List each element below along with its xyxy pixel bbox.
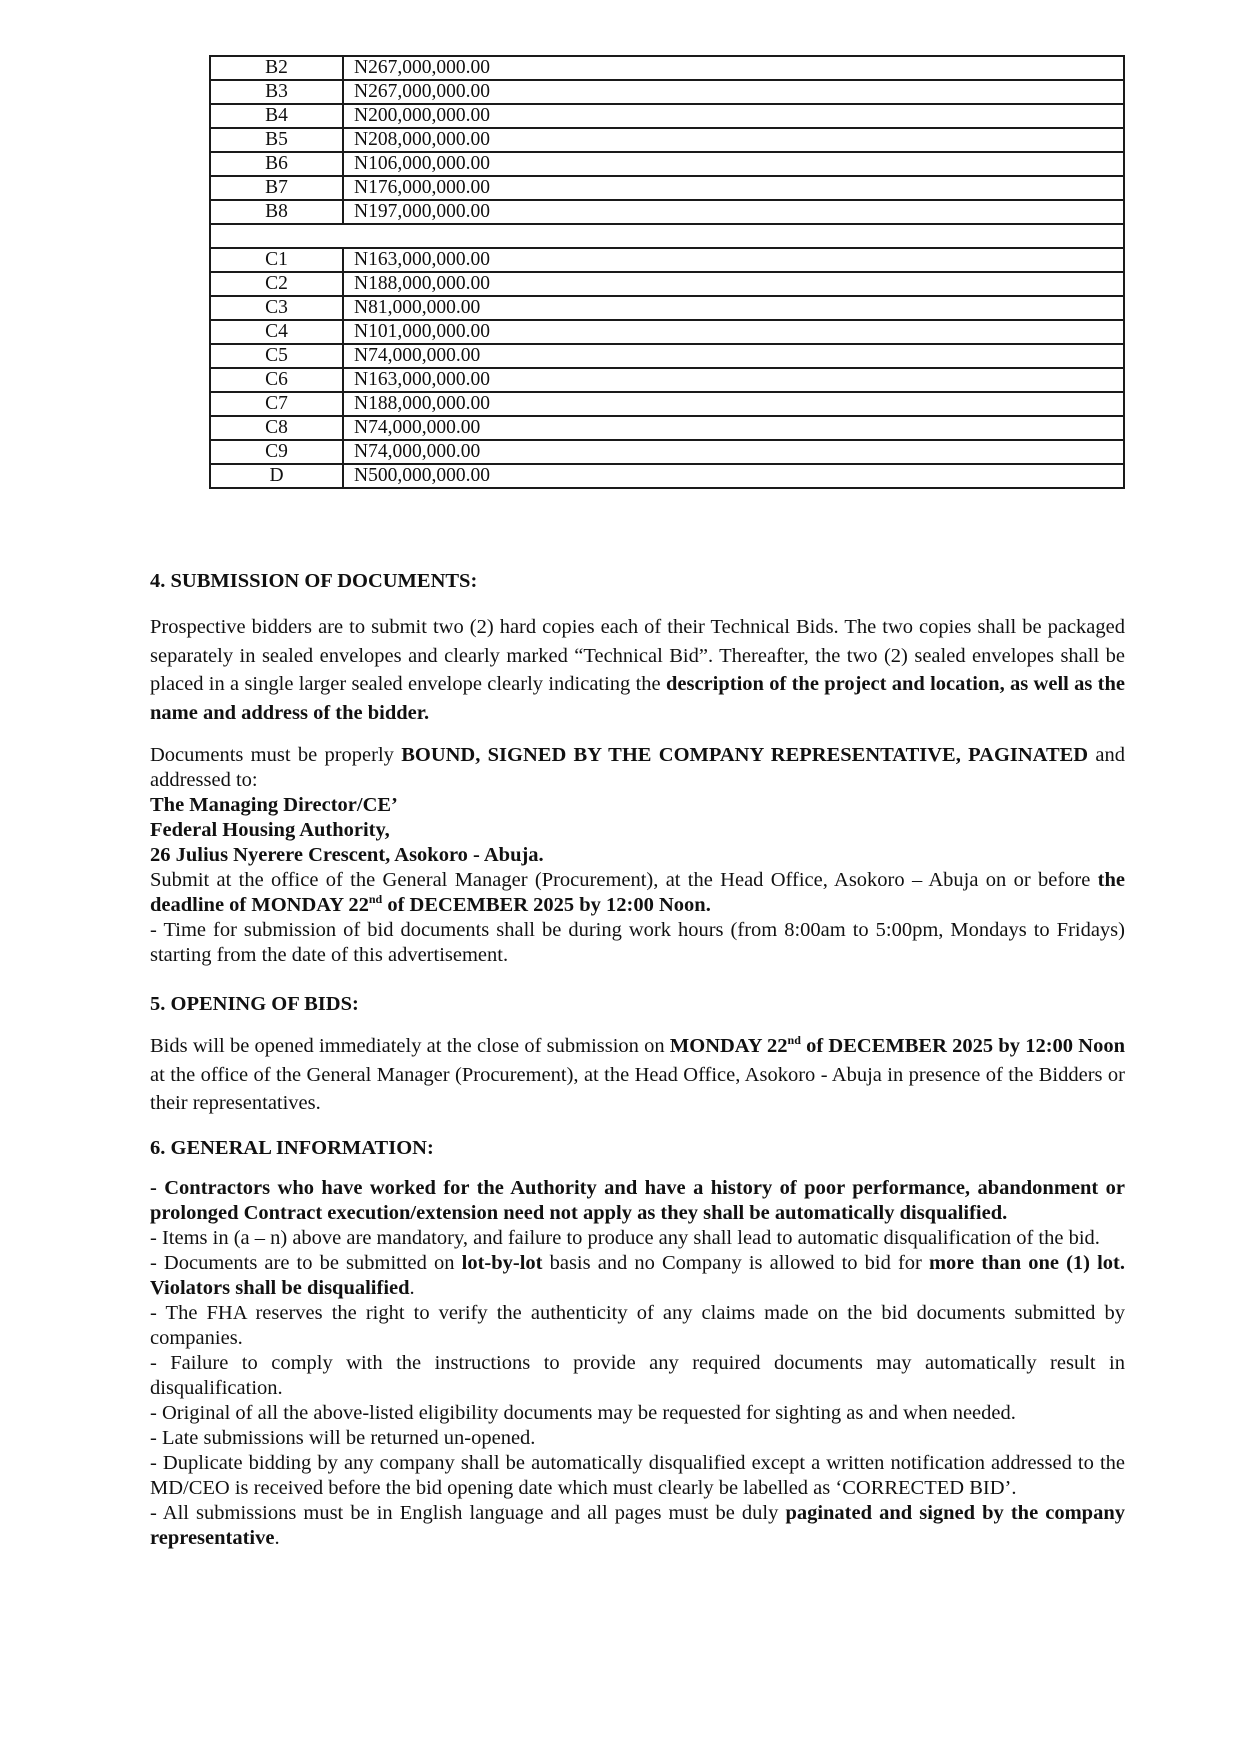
address-line-1: The Managing Director/CE’ [150, 794, 398, 816]
table-row [210, 80, 1124, 104]
section-4-paragraph-2: Documents must be properly BOUND, SIGNED BY THE COMPANY REPRESENTATIVE, PAGINATED and addressed to: [150, 744, 1125, 791]
lot-cell: C7 [210, 392, 343, 416]
address-line-3: 26 Julius Nyerere Crescent, Asokoro - Abuja. [150, 844, 544, 866]
table-row [210, 440, 1124, 464]
address-line-2: Federal Housing Authority, [150, 819, 390, 841]
lot-cell: C4 [210, 320, 343, 344]
amount-cell: N200,000,000.00 [343, 104, 1124, 128]
table-row [210, 224, 1124, 248]
table-row [210, 296, 1124, 320]
section-5-heading: 5. OPENING OF BIDS: [150, 993, 359, 1015]
table-row [210, 368, 1124, 392]
amount-cell: N74,000,000.00 [343, 440, 1124, 464]
table-row [210, 128, 1124, 152]
lot-cell: C5 [210, 344, 343, 368]
lot-cell: B6 [210, 152, 343, 176]
lot-cell: C8 [210, 416, 343, 440]
lot-cell: B7 [210, 176, 343, 200]
general-info-item-8: - Duplicate bidding by any company shall be automatically disqualified except a written notification addressed to the MD/CEO is received before the bid opening date which must clearly be labelled as ‘CORRECTED BID’. [150, 1451, 1125, 1499]
amount-cell: N163,000,000.00 [343, 248, 1124, 272]
lot-cell: B8 [210, 200, 343, 224]
table-row [210, 272, 1124, 296]
table-row [210, 248, 1124, 272]
section-4-paragraph-1: Prospective bidders are to submit two (2) hard copies each of their Technical Bids. The two copies shall be packaged separately in sealed envelopes and clearly marked “Technical Bid”. Thereafter, the two (2) sealed envelopes shall be placed in a single larger sealed envelope clearly indicating the description of the project and location, as well as the name and address of the bidder. [150, 616, 1125, 724]
amount-cell: N81,000,000.00 [343, 296, 1124, 320]
lot-cell: C2 [210, 272, 343, 296]
table-row [210, 200, 1124, 224]
lot-cell: D [210, 464, 343, 488]
general-info-item-1: - Contractors who have worked for the Authority and have a history of poor performance, abandonment or prolonged Contract execution/extension need not apply as they shall be automatically disqualified. [150, 1176, 1125, 1224]
lot-cell: B2 [210, 56, 343, 80]
amount-cell: N500,000,000.00 [343, 464, 1124, 488]
general-info-item-3: - Documents are to be submitted on lot-by-lot basis and no Company is allowed to bid for more than one (1) lot. Violators shall be disqualified. [150, 1251, 1125, 1299]
amount-cell: N74,000,000.00 [343, 416, 1124, 440]
amount-cell: N267,000,000.00 [343, 80, 1124, 104]
lot-cell: C9 [210, 440, 343, 464]
amount-cell: N163,000,000.00 [343, 368, 1124, 392]
table-row [210, 464, 1124, 488]
section-6-heading: 6. GENERAL INFORMATION: [150, 1136, 434, 1159]
amount-cell: N188,000,000.00 [343, 392, 1124, 416]
general-info-item-6: - Original of all the above-listed eligibility documents may be requested for sighting as and when needed. [150, 1401, 1016, 1424]
document-body [150, 565, 1125, 1551]
section-5-paragraph: Bids will be opened immediately at the close of submission on MONDAY 22nd of DECEMBER 2025 by 12:00 Noon at the office of the General Manager (Procurement), at the Head Office, Asokoro - Abuja in presence of the Bidders or their representatives. [150, 1033, 1126, 1114]
submission-deadline: Submit at the office of the General Manager (Procurement), at the Head Office, Asokoro – Abuja on or before the deadline of MONDAY 22nd of DECEMBER 2025 by 12:00 Noon. [150, 869, 1125, 916]
lot-cell: C6 [210, 368, 343, 392]
amount-cell: N188,000,000.00 [343, 272, 1124, 296]
table-row [210, 320, 1124, 344]
amount-cell: N176,000,000.00 [343, 176, 1124, 200]
lot-amount-table [209, 55, 1125, 489]
amount-cell: N101,000,000.00 [343, 320, 1124, 344]
general-info-item-4: - The FHA reserves the right to verify the authenticity of any claims made on the bid documents submitted by companies. [150, 1301, 1125, 1349]
general-info-item-9: - All submissions must be in English language and all pages must be duly paginated and signed by the company representative. [150, 1501, 1125, 1549]
section-4-heading: 4. SUBMISSION OF DOCUMENTS: [150, 570, 478, 592]
amount-cell: N208,000,000.00 [343, 128, 1124, 152]
general-info-item-2: - Items in (a – n) above are mandatory, and failure to produce any shall lead to automatic disqualification of the bid. [150, 1226, 1100, 1249]
table-row [210, 104, 1124, 128]
lot-cell: C3 [210, 296, 343, 320]
lot-cell: B5 [210, 128, 343, 152]
table-row [210, 176, 1124, 200]
general-info-item-5: - Failure to comply with the instructions to provide any required documents may automatically result in disqualification. [150, 1351, 1125, 1399]
submission-time-note: - Time for submission of bid documents shall be during work hours (from 8:00am to 5:00pm, Mondays to Fridays) starting from the date of this advertisement. [150, 919, 1125, 966]
table-row [210, 344, 1124, 368]
table-row [210, 392, 1124, 416]
lot-cell: B4 [210, 104, 343, 128]
amount-cell: N74,000,000.00 [343, 344, 1124, 368]
general-info-item-7: - Late submissions will be returned un-opened. [150, 1426, 536, 1449]
table-row [210, 56, 1124, 80]
table-spacer-cell [210, 224, 1124, 248]
lot-cell: C1 [210, 248, 343, 272]
table-row [210, 416, 1124, 440]
amount-cell: N267,000,000.00 [343, 56, 1124, 80]
amount-cell: N197,000,000.00 [343, 200, 1124, 224]
lot-cell: B3 [210, 80, 343, 104]
amount-cell: N106,000,000.00 [343, 152, 1124, 176]
table-row [210, 152, 1124, 176]
